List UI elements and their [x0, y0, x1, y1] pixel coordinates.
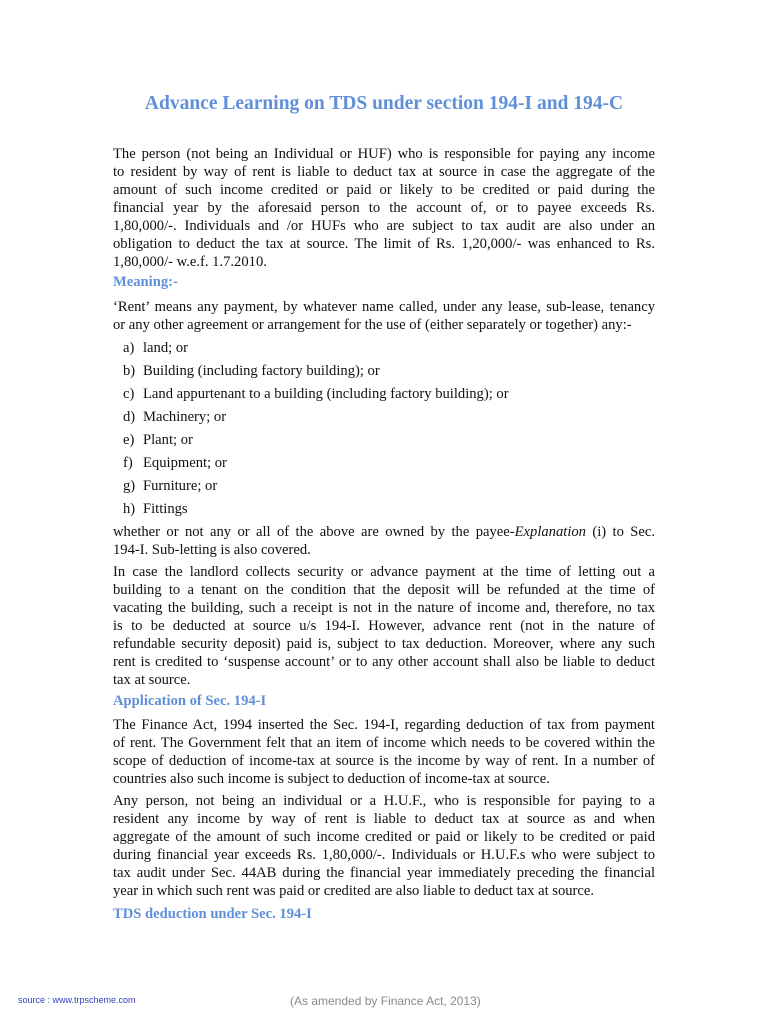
text-line: amount of such income credited or paid or likely to be credited or paid during the: [113, 182, 655, 198]
text-line: year in which such rent was paid or credited are also liable to deduct tax at source.: [113, 883, 595, 899]
meaning-heading: Meaning:-: [113, 274, 178, 290]
amendment-note: (As amended by Finance Act, 2013): [290, 994, 481, 1008]
list-marker: c): [123, 386, 135, 402]
list-marker: d): [123, 409, 136, 425]
text-line: obligation to deduct the tax at source. The limit of Rs. 1,20,000/- was enhanced to Rs.: [113, 236, 655, 252]
text-line: ‘Rent’ means any payment, by whatever name called, under any lease, sub-lease, tenancy: [113, 299, 655, 315]
text-line: is to be deducted at source u/s 194-I. However, advance rent (not in the nature of: [113, 618, 655, 634]
page-title: Advance Learning on TDS under section 194-I and 194-C: [144, 93, 624, 114]
text-line: to resident by way of rent is liable to deduct tax at source in case the aggregate of the: [113, 164, 655, 180]
list-item-text: Fittings: [143, 501, 188, 517]
text-line: 1,80,000/- w.e.f. 1.7.2010.: [113, 254, 267, 270]
text-line: tax audit under Sec. 44AB during the financial year immediately preceding the financial: [113, 865, 655, 881]
text-line: In case the landlord collects security or advance payment at the time of letting out a: [113, 564, 655, 580]
text-line: 1,80,000/-. Individuals and /or HUFs who are subject to tax audit are also under an: [113, 218, 655, 234]
text-line: resident any income by way of rent is liable to deduct tax at source as and when: [113, 811, 655, 827]
text-line: The person (not being an Individual or HUF) who is responsible for paying any income: [113, 146, 655, 162]
list-item-text: Building (including factory building); or: [143, 363, 380, 379]
application-heading: Application of Sec. 194-I: [113, 693, 267, 709]
list-item: [123, 385, 509, 403]
text-line: or any other agreement or arrangement for the use of (either separately or together) any:-: [113, 317, 632, 333]
list-item-text: Plant; or: [143, 432, 193, 448]
text-line: rent is credited to ‘suspense account’ or to any other account shall also be liable to deduct: [113, 654, 655, 670]
text-line: of rent. The Government felt that an item of income which needs to be covered within the: [113, 735, 655, 751]
text-line: financial year by the aforesaid person to the account of, or to payee exceeds Rs.: [113, 200, 655, 216]
text-line: vacating the building, such a receipt is not in the nature of income and, therefore, no tax: [113, 600, 655, 616]
text-line: refundable security deposit) paid is, subject to tax deduction. Moreover, where any such: [113, 636, 655, 652]
list-item: [123, 408, 226, 426]
list-item: [123, 477, 217, 495]
security-deposit-paragraph: [113, 563, 655, 689]
list-marker: a): [123, 340, 135, 356]
list-item: [123, 339, 188, 357]
text-line: building to a tenant on the condition that the deposit will be refunded at the time of: [113, 582, 655, 598]
intro-paragraph: [113, 145, 655, 271]
text-line: aggregate of the amount of such income credited or paid or likely to be credited or paid: [113, 829, 655, 845]
list-item: [123, 362, 380, 380]
list-marker: f): [123, 455, 133, 471]
list-item-text: Equipment; or: [143, 455, 227, 471]
text-line: Any person, not being an individual or a H.U.F., who is responsible for paying to a: [113, 793, 655, 809]
text-line: during financial year exceeds Rs. 1,80,000/-. Individuals or H.U.F.s who were subject to: [113, 847, 655, 863]
any-person-paragraph: [113, 792, 655, 900]
tds-deduction-heading: TDS deduction under Sec. 194-I: [113, 906, 312, 922]
list-marker: b): [123, 363, 136, 379]
rent-definition: [113, 298, 655, 334]
list-item: [123, 500, 188, 518]
text-line: tax at source.: [113, 672, 191, 688]
finance-act-paragraph: [113, 716, 655, 788]
source-link[interactable]: source : www.trpscheme.com: [18, 995, 136, 1005]
list-marker: g): [123, 478, 136, 494]
list-item-text: land; or: [143, 340, 188, 356]
text-line: countries also such income is subject to deduction of income-tax at source.: [113, 771, 550, 787]
whether-paragraph: whether or not any or all of the above are owned by the payee-Explanation (i) to Sec. 194-I. Sub-letting is also covered.: [113, 524, 655, 558]
text-line: scope of deduction of income-tax at source is the income by way of rent. In a number of: [113, 753, 655, 769]
list-item-text: Furniture; or: [143, 478, 218, 494]
list-marker: h): [123, 501, 136, 517]
list-item: [123, 454, 227, 472]
list-marker: e): [123, 432, 135, 448]
list-item: [123, 431, 193, 449]
list-item-text: Land appurtenant to a building (including factory building); or: [143, 386, 509, 402]
text-line: The Finance Act, 1994 inserted the Sec. 194-I, regarding deduction of tax from payment: [113, 717, 655, 733]
list-item-text: Machinery; or: [143, 409, 227, 425]
